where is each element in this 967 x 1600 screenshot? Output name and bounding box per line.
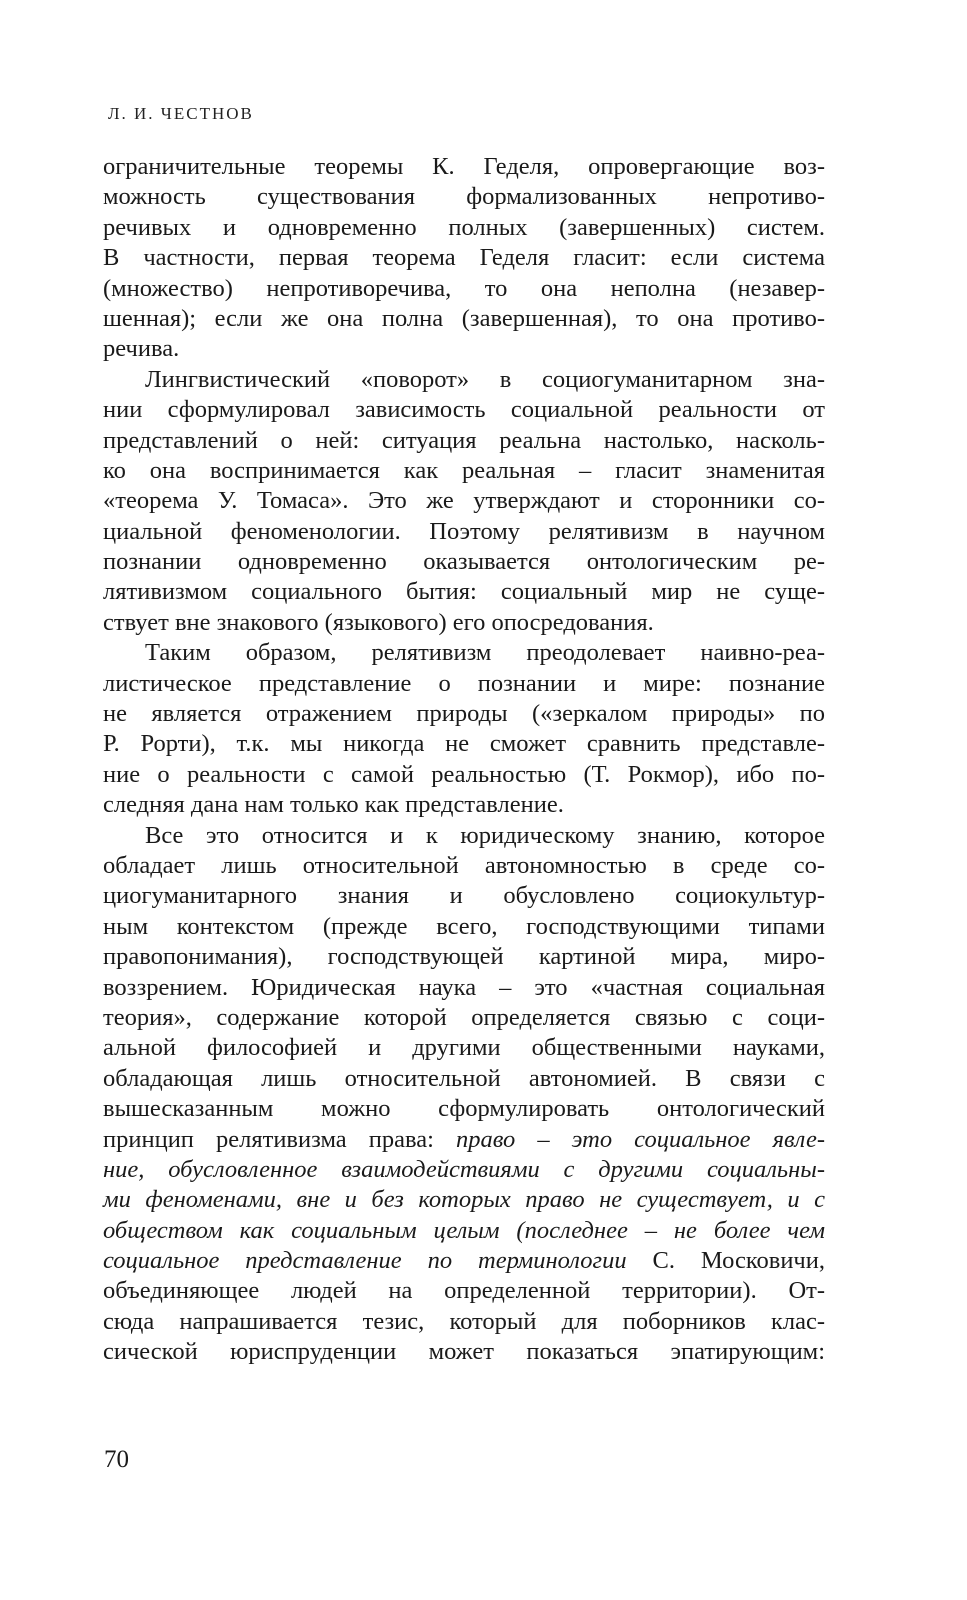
text-line xyxy=(103,821,825,851)
text-line xyxy=(103,912,825,942)
text-line xyxy=(103,1216,825,1246)
text-segment: вышесказанным можно сформулировать онтологический xyxy=(103,1095,825,1123)
text-segment: ние о реальности с самой реальностью (Т. Рокмор), ибо по- xyxy=(103,760,825,788)
text-line xyxy=(103,1337,825,1367)
text-segment: теория», содержание которой определяется связью с соци- xyxy=(103,1003,825,1031)
text-line xyxy=(103,851,825,881)
text-line xyxy=(103,638,825,668)
body-text xyxy=(103,152,825,1368)
text-line xyxy=(103,942,825,972)
text-segment: объединяющее людей на определенной территории). От- xyxy=(103,1277,825,1305)
text-line xyxy=(103,304,825,334)
italic-text-segment: ми феноменами, вне и без которых право не существует, и с xyxy=(103,1186,825,1214)
text-line xyxy=(103,243,825,273)
text-segment: представлений о ней: ситуация реальна настолько, насколь- xyxy=(103,426,825,454)
text-line xyxy=(103,1246,825,1276)
italic-text-segment: право – это социальное явле- xyxy=(455,1125,825,1153)
text-segment: Таким образом, релятивизм преодолевает наивно-реа- xyxy=(145,639,825,667)
text-line xyxy=(103,790,825,820)
text-segment: обладает лишь относительной автономностью в среде со- xyxy=(103,851,825,879)
text-segment: речива. xyxy=(103,335,180,363)
text-line xyxy=(103,334,825,364)
text-line xyxy=(103,213,825,243)
page-number: 70 xyxy=(104,1446,129,1473)
text-line xyxy=(103,1125,825,1155)
text-line xyxy=(103,729,825,759)
text-segment: принцип релятивизма права: xyxy=(103,1125,456,1153)
text-segment: В частности, первая теорема Геделя гласит: если система xyxy=(103,244,825,272)
text-line xyxy=(103,577,825,607)
text-segment: сической юриспруденции может показаться эпатирующим: xyxy=(103,1338,825,1366)
text-segment: альной философией и другими общественными науками, xyxy=(103,1034,825,1062)
text-segment: нии сформулировал зависимость социальной реальности от xyxy=(103,396,825,424)
text-line xyxy=(103,1185,825,1215)
text-segment: ограничительные теоремы К. Геделя, опровергающие воз- xyxy=(103,153,825,180)
text-segment: обладающая лишь относительной автономией. В связи с xyxy=(103,1064,825,1092)
text-line xyxy=(103,365,825,395)
text-line xyxy=(103,152,825,182)
text-line xyxy=(103,1307,825,1337)
text-segment: «теорема У. Томаса». Это же утверждают и сторонники со- xyxy=(103,487,825,515)
text-line xyxy=(103,182,825,212)
text-line xyxy=(103,1064,825,1094)
text-line xyxy=(103,1094,825,1124)
text-segment: не является отражением природы («зеркалом природы» по xyxy=(103,700,825,728)
text-line xyxy=(103,669,825,699)
text-line xyxy=(103,608,825,638)
text-line xyxy=(103,456,825,486)
text-line xyxy=(103,1003,825,1033)
text-segment: листическое представление о познании и мире: познание xyxy=(103,669,825,697)
text-line xyxy=(103,1155,825,1185)
text-segment: следняя дана нам только как представление. xyxy=(103,791,564,819)
text-segment: сюда напрашивается тезис, который для поборников клас- xyxy=(103,1307,825,1335)
text-line xyxy=(103,517,825,547)
text-line xyxy=(103,699,825,729)
text-segment: (множество) непротиворечива, то она неполна (незавер- xyxy=(103,274,825,302)
text-segment: познании одновременно оказывается онтологическим ре- xyxy=(103,548,825,576)
text-segment: можность существования формализованных непротиво- xyxy=(103,183,825,211)
text-segment: Лингвистический «поворот» в социогуманитарном зна- xyxy=(145,365,825,393)
running-head-author: Л. И. ЧЕСТНОВ xyxy=(108,104,254,123)
italic-text-segment: ние, обусловленное взаимодействиями с другими социальны- xyxy=(103,1155,825,1183)
text-segment: ко она воспринимается как реальная – гласит знаменитая xyxy=(103,456,825,484)
text-segment: речивых и одновременно полных (завершенных) систем. xyxy=(103,213,825,241)
text-line xyxy=(103,486,825,516)
text-line xyxy=(103,395,825,425)
italic-text-segment: обществом как социальным целым (последнее – не более чем xyxy=(103,1216,825,1244)
text-line xyxy=(103,760,825,790)
text-segment: циальной феноменологии. Поэтому релятивизм в научном xyxy=(103,517,825,545)
italic-text-segment: социальное представление по терминологии xyxy=(103,1247,653,1275)
text-segment: циогуманитарного знания и обусловлено социокультур- xyxy=(103,882,825,910)
text-line xyxy=(103,973,825,1003)
text-segment: правопонимания), господствующей картиной мира, миро- xyxy=(103,943,825,971)
text-segment: Р. Рорти), т.к. мы никогда не сможет сравнить представле- xyxy=(103,730,825,758)
text-line xyxy=(103,1033,825,1063)
text-segment: Все это относится и к юридическому знанию, которое xyxy=(145,821,825,849)
text-line xyxy=(103,274,825,304)
text-segment: шенная); если же она полна (завершенная), то она противо- xyxy=(103,304,825,332)
text-line xyxy=(103,1276,825,1306)
text-segment: ствует вне знакового (языкового) его опосредования. xyxy=(103,608,654,636)
text-segment: лятивизмом социального бытия: социальный мир не суще- xyxy=(103,578,825,606)
text-segment: ным контекстом (прежде всего, господствующими типами xyxy=(103,912,825,940)
text-segment: воззрением. Юридическая наука – это «частная социальная xyxy=(103,973,825,1001)
text-segment: С. Московичи, xyxy=(652,1247,825,1275)
text-line xyxy=(103,881,825,911)
text-line xyxy=(103,426,825,456)
text-line xyxy=(103,547,825,577)
